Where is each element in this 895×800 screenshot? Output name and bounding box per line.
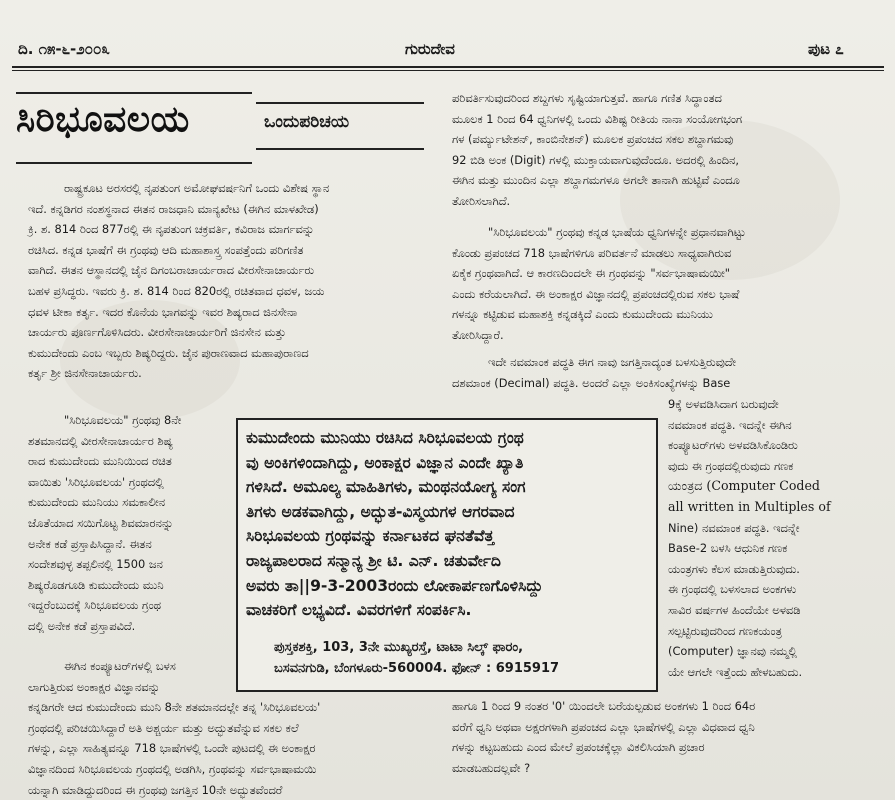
- text-line: Base-2 ಬಳಸಿ ಆಧುನಿಕ ಗಣಕ: [668, 541, 788, 556]
- left-column-paragraph-1: [28, 178, 434, 384]
- text-line: ಗಳನ್ನು ಕಟ್ಟಬಹುದು ಎಂದ ಮೇಲೆ ಪ್ರಪಂಚಕ್ಕೆಲ್ಲಾ ವಿಕಲಿಸಿಯಾಗಿ ಪ್ರಚಾರ: [452, 740, 705, 755]
- text-line: ಬಹಳ ಪ್ರಸಿದ್ಧರು. ಇವರು ಕ್ರಿ. ಶ. 814 ರಿಂದ 820ರಲ್ಲಿ ರಚಿತವಾದ ಧವಳ, ಜಯ: [28, 283, 325, 298]
- article-subtitle: ಒಂದುಪರಿಚಯ: [264, 112, 350, 132]
- right-column-paragraph-4: [452, 696, 872, 778]
- header-rule-thin: [12, 70, 884, 71]
- text-line: ವಿಜ್ಞಾನದಿಂದ ಸಿರಿಭೂವಲಯ ಗ್ರಂಥದಲ್ಲಿ ಅಡಗಿಸಿ, ಗ್ರಂಥವನ್ನು ಸರ್ವಭಾಷಾಮಯಿ: [28, 761, 317, 776]
- page-header: [0, 38, 895, 62]
- title-rule: [16, 162, 252, 164]
- text-line: ವಾಚಕರಿಗೆ ಲಭ್ಯವಿದೆ. ವಿವರಗಳಿಗೆ ಸಂಪರ್ಕಿಸಿ.: [246, 601, 472, 620]
- text-line: ಗ್ರಂಥದಲ್ಲಿ ಪರಿಚಯಿಸಿದ್ದಾರೆ ಅತಿ ಅಶ್ಚರ್ಯ ಮತ್ತು ಅದ್ಭುತವೆನ್ನುವ ಸಕಲ ಕಲೆ: [28, 720, 299, 735]
- text-line: ದಶಮಾಂಕ (Decimal) ಪದ್ಧತಿ. ಅಂದರೆ ಎಲ್ಲಾ ಅಂಕಿಸಂಖ್ಯೆಗಳನ್ನು Base: [452, 375, 731, 390]
- right-column-paragraph-3: [452, 352, 872, 393]
- text-line: ಸಂದೇಶವುಳ್ಳ ತಪ್ಪಲಿನಲ್ಲಿ 1500 ಜನ: [28, 557, 163, 572]
- right-column-paragraph-2: [452, 222, 872, 346]
- title-rule: [16, 92, 252, 94]
- text-line: ಯನ್ನಾಗಿ ಮಾಡಿದ್ದುದರಿಂದ ಈ ಗ್ರಂಥವು ಜಗತ್ತಿನ 10ನೇ ಅದ್ಭುತವೆಂದರೆ: [28, 782, 283, 797]
- text-line: ದಲ್ಲಿ ಅನೇಕ ಕಡೆ ಪ್ರಸ್ತಾಪವಿದೆ.: [28, 618, 136, 633]
- text-line: ವರೆಗೆ ಧ್ವನಿ ಅಥವಾ ಅಕ್ಷರಗಳಾಗಿ ಪ್ರಪಂಚದ ಎಲ್ಲಾ ಭಾಷೆಗಳಲ್ಲಿ ಎಲ್ಲಾ ವಿಧವಾದ ಧ್ವನಿ: [452, 719, 755, 734]
- text-line: ಯಂತ್ರದ (Computer Coded: [668, 478, 820, 494]
- publication-title: ಗುರುದೇವ: [405, 40, 455, 58]
- text-line: ಇದ್ದರೆಂಬುದಕ್ಕೆ ಸಿರಿಭೂವಲಯ ಗ್ರಂಥ: [28, 598, 161, 613]
- article-title-block: [16, 92, 424, 168]
- text-line: ಕುಮುದೇಂದು ಎಂಬ ಇಬ್ಬರು ಶಿಷ್ಯರಿದ್ದರು. ಜೈನ ಪುರಾಣವಾದ ಮಹಾಪುರಾಣದ: [28, 345, 309, 360]
- text-line: ಅವರು ತಾ||9-3-2003ರಂದು ಲೋಕಾರ್ಪಣಗೊಳಿಸಿದ್ದು: [246, 576, 543, 595]
- text-line: ಗಳನ್ನು, ಎಲ್ಲಾ ಸಾಹಿತ್ಯವನ್ನೂ 718 ಭಾಷೆಗಳಲ್ಲಿ ಒಂದೇ ಪುಟದಲ್ಲಿ ಈ ಅಂಕಾಕ್ಷರ: [28, 741, 316, 756]
- text-line: ಕಂಪ್ಯೂಟರ್‌ಗಳು ಅಳವಡಿಸಿಕೊಂಡಿರು: [668, 438, 798, 453]
- text-line: ಕುಮುದೇಂದು ಮುನಿಯು ರಚಿಸಿದ ಸಿರಿಭೂವಲಯ ಗ್ರಂಥ: [246, 429, 524, 447]
- text-line: ಕರ್ತೃ ಶ್ರೀ ಜಿನಸೇನಾಚಾರ್ಯರು.: [28, 366, 142, 381]
- text-line: ರಾಷ್ಟ್ರಕೂಟ ಅರಸರಲ್ಲಿ ನೃಪತುಂಗ ಅಮೋಘವರ್ಷನಿಗೆ ಒಂದು ವಿಶೇಷ ಸ್ಥಾನ: [64, 181, 330, 195]
- text-line: ಪರಿವರ್ತಿಸುವುದರಿಂದ ಶಬ್ದಗಳು ಸೃಷ್ಟಿಯಾಗುತ್ತವೆ. ಹಾಗೂ ಗಣಿತ ಸಿದ್ಧಾಂತದ: [452, 91, 722, 105]
- text-line: ಸಲ್ಪಟ್ಟಿರುವುದರಿಂದ ಗಣಕಯಂತ್ರ: [668, 623, 783, 638]
- text-line: "ಸಿರಿಭೂವಲಯ" ಗ್ರಂಥವು ಕನ್ನಡ ಭಾಷೆಯ ಧ್ವನಿಗಳನ್ನೇ ಪ್ರಧಾನವಾಗಿಟ್ಟು: [488, 225, 746, 239]
- text-line: all written in Multiples of: [668, 498, 831, 514]
- text-line: ಯಂತ್ರಗಳು ಕೆಲಸ ಮಾಡುತ್ತಿರುವುದು.: [668, 561, 800, 576]
- text-line: ಹಾಗೂ 1 ರಿಂದ 9 ನಂತರ '0' ಯಿಂದಲೇ ಬರೆಯಲ್ಪಡುವ ಅಂಕಗಳು 1 ರಿಂದ 64ರ: [452, 699, 756, 713]
- text-line: (Computer) ಜ್ಞಾನವು ನಮ್ಮಲ್ಲಿ: [668, 644, 797, 659]
- text-line: ಸಾವಿರ ವರ್ಷಗಳ ಹಿಂದೆಯೇ ಅಳವಡಿ: [668, 602, 801, 617]
- text-line: ರಚಿಸಿದ. ಕನ್ನಡ ಭಾಷೆಗೆ ಈ ಗ್ರಂಥವು ಆದಿ ಮಹಾಶಾಸ್ತ್ರ ಸಂಪತ್ತೆಂದು ಪರಿಗಣಿತ: [28, 242, 304, 257]
- text-line: ವಾಗಿದೆ. ಈತನ ಆಸ್ಥಾನದಲ್ಲಿ ಜೈನ ದಿಗಂಬರಾಚಾರ್ಯರಾದ ವೀರಸೇನಾಚಾರ್ಯರು: [28, 263, 314, 278]
- text-line: ಜೊತೆಯಾದ ಸಯಿಗೊಟ್ಟ ಶಿವಮಾರನನ್ನು: [28, 515, 174, 530]
- article-title: ಸಿರಿಭೂವಲಯ: [16, 98, 190, 140]
- text-line: 92 ಬಿಡಿ ಅಂಕ (Digit) ಗಳಲ್ಲಿ ಮುಕ್ತಾಯವಾಗುವುದೆಂದೂ. ಅದರಲ್ಲಿ ಹಿಂದಿನ,: [452, 152, 739, 167]
- page-number: ಪುಟ ೭: [808, 40, 844, 58]
- text-line: ಸಿರಿಭೂವಲಯ ಗ್ರಂಥವನ್ನು ಕರ್ನಾಟಕದ ಘನತೆವೆತ್ತ: [246, 527, 495, 546]
- text-line: Nine) ನವಮಾಂಕ ಪದ್ಧತಿ. ಇದನ್ನೇ: [668, 520, 800, 535]
- left-column-paragraph-2: [28, 410, 228, 637]
- text-line: ರಾದ ಕುಮುದೇಂದು ಮುನಿಯಿಂದ ರಚಿತ: [28, 454, 172, 469]
- text-line: ಕೊಂಡು ಪ್ರಪಂಚದ 718 ಭಾಷೆಗಳಿಗೂ ಪರಿವರ್ತನೆ ಮಾಡಲು ಸಾಧ್ಯವಾಗಿರುವ: [452, 245, 732, 260]
- text-line: ಅನೇಕ ಕಡೆ ಪ್ರಸ್ತಾಪಿಸಿದ್ದಾನೆ. ಈತನ: [28, 536, 152, 551]
- text-line: ಚಾರ್ಯರು ಪೂರ್ಣಗೊಳಿಸಿದರು. ವೀರಸೇನಾಚಾರ್ಯರಿಗೆ ಜಿನಸೇನ ಮತ್ತು: [28, 325, 286, 340]
- text-line: ವಾಯಿತು 'ಸಿರಿಭೂವಲಯ' ಗ್ರಂಥದಲ್ಲಿ: [28, 474, 164, 489]
- text-line: ಕ್ರಿ. ಶ. 814 ರಿಂದ 877ರಲ್ಲಿ ಈ ನೃಪತುಂಗ ಚಕ್ರವರ್ತಿ, ಕವಿರಾಜ ಮಾರ್ಗವನ್ನು: [28, 222, 315, 237]
- text-line: ಕುಮುದೇಂದು ಮುನಿಯು ಸಮಕಾಲೀನ: [28, 495, 166, 510]
- text-line: ಗಳನ್ನೂ ಕಟ್ಟಿಡುವ ಮಹಾಶಕ್ತಿ ಕನ್ನಡಕ್ಕಿದೆ ಎಂದು ಕುಮುದೇಂದು ಮುನಿಯು: [452, 307, 713, 322]
- notice-text: [246, 426, 650, 623]
- text-line: ವುದು ಈ ಗ್ರಂಥದಲ್ಲಿರುವುದು ಗಣಕ: [668, 458, 794, 473]
- text-line: ಮೂಲಕ 1 ರಿಂದ 64 ಧ್ವನಿಗಳಲ್ಲಿ ಒಂದು ವಿಶಿಷ್ಟ ರೀತಿಯ ನಾನಾ ಸಂಯೋಗಭಂಗ: [452, 111, 743, 126]
- text-line: ಈಗಿನ ಕಂಪ್ಯೂಟರ್‌ಗಳಲ್ಲಿ ಬಳಸ: [64, 659, 176, 673]
- text-line: ವು ಅಂಕಿಗಳಿಂದಾಗಿದ್ದು, ಅಂಕಾಕ್ಷರ ವಿಜ್ಞಾನ ಎಂದೇ ಖ್ಯಾತಿ: [246, 453, 524, 472]
- text-line: ನವಮಾಂಕ ಪದ್ಧತಿ. ಇದನ್ನೇ ಈಗಿನ: [668, 417, 792, 432]
- text-line: ಮಾಡಬಹುದಲ್ಲವೇ ?: [452, 760, 531, 775]
- subtitle-rule: [256, 148, 424, 150]
- right-column-paragraph-3-narrow: [668, 394, 878, 682]
- text-line: ಎಂದು ಕರೆಯಲಾಗಿದೆ. ಈ ಅಂಕಾಕ್ಷರ ವಿಜ್ಞಾನದಲ್ಲಿ ಪ್ರಪಂಚದಲ್ಲಿರುವ ಸಕಲ ಭಾಷೆ: [452, 286, 740, 301]
- text-line: ತೋರಿಸಿದ್ದಾರೆ.: [452, 327, 504, 342]
- text-line: ಲಾಗುತ್ತಿರುವ ಅಂಕಾಕ್ಷರ ವಿಜ್ಞಾನವನ್ನು: [28, 679, 161, 694]
- text-line: ಇದೆ. ಕನ್ನಡಿಗರ ನಂಶಸ್ಥನಾದ ಈತನ ರಾಜಧಾನಿ ಮಾನ್ಯಖೇಟ (ಈಗಿನ ಮಾಳಖೇಡ): [28, 201, 319, 216]
- text-line: 9ಕ್ಕೆ ಅಳವಡಿಸಿದಾಗ ಬರುವುದೇ: [668, 397, 779, 411]
- book-release-notice-box: [236, 418, 658, 692]
- text-line: ಶಿಷ್ಯರೊಡಗೂಡಿ ಕುಮುದೇಂದು ಮುನಿ: [28, 577, 164, 592]
- text-line: ಗಳಿಸಿದೆ. ಅಮೂಲ್ಯ ಮಾಹಿತಿಗಳು, ಮಂಥನಯೋಗ್ಯ ಸಂಗ: [246, 478, 526, 497]
- text-line: ರಾಜ್ಯಪಾಲರಾದ ಸನ್ಮಾನ್ಯ ಶ್ರೀ ಟಿ. ಎನ್. ಚತುರ್ವೇದಿ: [246, 551, 501, 570]
- subtitle-rule: [256, 102, 424, 104]
- right-column-paragraph-1: [452, 88, 872, 212]
- text-line: ಈಗಿನ ಮತ್ತು ಮುಂದಿನ ಎಲ್ಲಾ ಶಬ್ದಾಗಮಗಳೂ ಅಗಲೇ ತಾನಾಗಿ ಹುಟ್ಟಿವೆ ಎಂದೂ: [452, 173, 740, 188]
- text-line: ಗಳ (ಪರ್ಮ್ಯುಟೇಶನ್, ಕಾಂಬಿನೇಶನ್) ಮೂಲಕ ಪ್ರಪಂಚದ ಸಕಲ ಶಬ್ದಾಗಮವು: [452, 132, 734, 147]
- address-line: ಪುಸ್ತಕಶಕ್ತಿ, 103, 3ನೇ ಮುಖ್ಯರಸ್ತೆ, ಟಾಟಾ ಸಿಲ್ಕ್ ಫಾರಂ,: [274, 640, 524, 655]
- address-line: ಬಸವನಗುಡಿ, ಬೆಂಗಳೂರು-560004. ಫೋನ್ : 6915917: [274, 661, 560, 676]
- text-line: "ಸಿರಿಭೂವಲಯ" ಗ್ರಂಥವು 8ನೇ: [64, 413, 182, 427]
- text-line: ತಿಗಳು ಅಡಕವಾಗಿದ್ದು, ಅದ್ಭುತ-ವಿಸ್ಮಯಗಳ ಆಗರವಾದ: [246, 502, 515, 521]
- text-line: ಧವಳ ಟೀಕಾ ಕರ್ತೃ. ಇದರ ಕೊನೆಯ ಭಾಗವನ್ನು ಇವರ ಶಿಷ್ಯರಾದ ಜಿನಸೇನಾ: [28, 304, 298, 319]
- text-line: ಯೇ ಆಗಲೇ ಇತ್ತೆಂದು ಹೇಳಬಹುದು.: [668, 664, 803, 679]
- header-rule: [12, 66, 884, 68]
- text-line: ಶತಮಾನದಲ್ಲಿ ವೀರಸೇನಾಚಾರ್ಯರ ಶಿಷ್ಯ: [28, 433, 173, 448]
- issue-date: ದಿ. ೧೫-೬-೨೦೦೩: [18, 40, 110, 58]
- publisher-address: [274, 637, 559, 679]
- text-line: ಇದೇ ನವಮಾಂಕ ಪದ್ಧತಿ ಈಗ ನಾವು ಜಗತ್ತಿನಾದ್ಯಂತ ಬಳಸುತ್ತಿರುವುದೇ: [488, 355, 736, 369]
- text-line: ಈ ಗ್ರಂಥದಲ್ಲಿ ಬಳಸಲಾದ ಅಂಕಗಳು: [668, 582, 797, 597]
- text-line: ತೋರಿಸಲಾಗಿದೆ.: [452, 193, 511, 208]
- text-line: ಏಕೈಕ ಗ್ರಂಥವಾಗಿದೆ. ಆ ಕಾರಣದಿಂದಲೇ ಈ ಗ್ರಂಥವನ್ನು "ಸರ್ವಭಾಷಾಮಯೀ": [452, 266, 731, 281]
- text-line: ಕನ್ನಡಿಗರೇ ಆದ ಕುಮುದೇಂದು ಮುನಿ 8ನೇ ಶತಮಾನದಲ್ಲೇ ತನ್ನ 'ಸಿರಿಭೂವಲಯ': [28, 700, 321, 715]
